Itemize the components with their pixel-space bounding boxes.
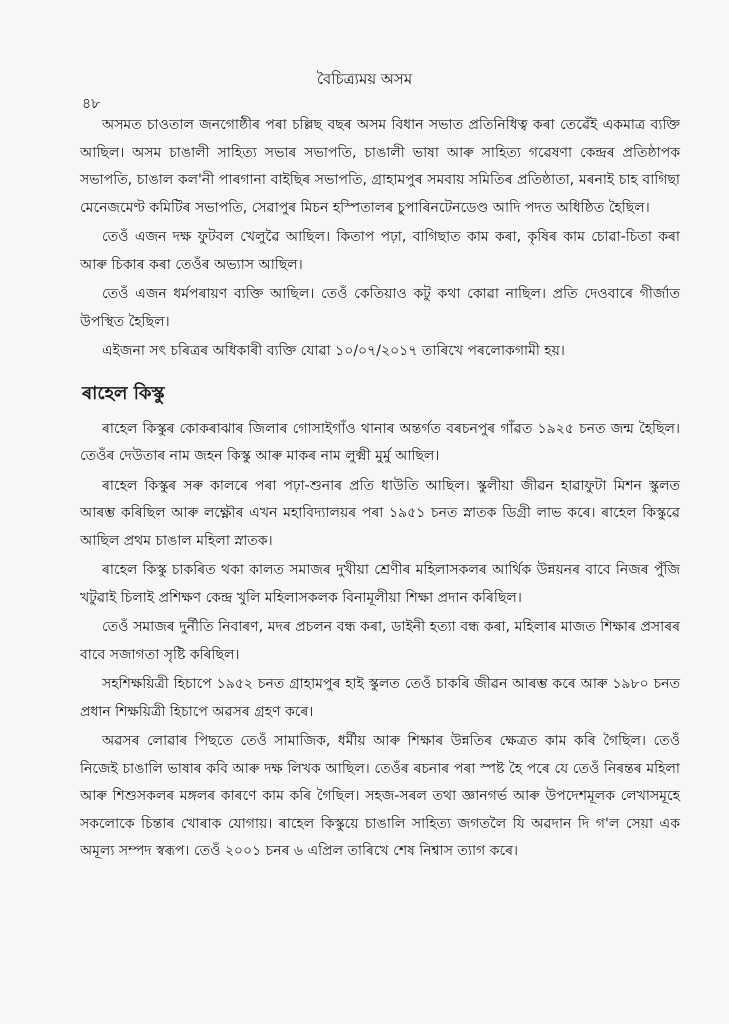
- paragraph: অসমত চাওতাল জনগোষ্ঠীৰ পৰা চল্লিছ বছৰ অসম বিধান সভাত প্ৰতিনিধিত্ব কৰা তেৱেঁই একমাত্ৰ ব্যক্তি আছিল। অসম চাঙালী সাহিত্য সভাৰ সভাপতি, চাঙালী ভাষা আৰু সাহিত্য গৱেষণা কেন্দ্ৰৰ প্ৰতিষ্ঠাপক সভাপতি, চাঙাল কল'নী পাৰগানা বাইছিৰ সভাপতি, গ্ৰাহামপুৰ সমবায় সমিতিৰ প্ৰতিষ্ঠাতা, মৰনাই চাহ বাগিছা মেনেজমেণ্ট কমিটিৰ সভাপতি, সেৱাপুৰ মিচন হস্পিতালৰ চুপাৰিনটেনডেণ্ড আদি পদত অধিষ্ঠিত হৈছিল।: [80, 117, 680, 216]
- paragraph: তেওঁ এজন দক্ষ ফুটবল খেলুৱৈ আছিল। কিতাপ পঢ়া, বাগিছাত কাম কৰা, কৃষিৰ কাম চোৱা-চিতা কৰা আৰু চিকাৰ কৰা তেওঁৰ অভ্যাস আছিল।: [80, 229, 680, 273]
- paragraph: তেওঁ সমাজৰ দুৰ্নীতি নিবাৰণ, মদৰ প্ৰচলন বন্ধ কৰা, ডাইনী হত্যা বন্ধ কৰা, মহিলাৰ মাজত শিক্ষাৰ প্ৰসাৰৰ বাবে সজাগতা সৃষ্টি কৰিছিল।: [80, 619, 680, 663]
- paragraph: তেওঁ এজন ধৰ্মপৰায়ণ ব্যক্তি আছিল। তেওঁ কেতিয়াও কটু কথা কোৱা নাছিল। প্ৰতি দেওবাৰে গীৰ্জাত উপস্থিত হৈছিল।: [80, 286, 680, 330]
- running-title: বৈচিত্ৰ্যময় অসম: [316, 70, 413, 88]
- paragraph: সহশিক্ষয়িত্ৰী হিচাপে ১৯৫২ চনত গ্ৰাহামপুৰ হাই স্কুলত তেওঁ চাকৰি জীৱন আৰম্ভ কৰে আৰু ১৯৮০ চনত প্ৰধান শিক্ষয়িত্ৰী হিচাপে অৱসৰ গ্ৰহণ কৰে।: [80, 676, 680, 720]
- section-heading: ৰাহেল কিস্কু: [82, 382, 165, 404]
- paragraph: এইজনা সৎ চৰিত্ৰৰ অধিকাৰী ব্যক্তি যোৱা ১০/০৭/২০১৭ তাৰিখে পৰলোকগামী হয়।: [102, 343, 565, 359]
- page-body: [80, 112, 680, 868]
- paragraph: ৰাহেল কিস্কুৰ কোকৰাঝাৰ জিলাৰ গোসাইগাঁও থানাৰ অন্তৰ্গত বৰচনপুৰ গাঁৱত ১৯২৫ চনত জন্ম হৈছিল। তেওঁৰ দেউতাৰ নাম জহন কিস্কু আৰু মাকৰ নাম লুক্মী মুৰ্মু আছিল।: [80, 420, 680, 464]
- paragraph: অৱসৰ লোৱাৰ পিছতে তেওঁ সামাজিক, ধৰ্মীয় আৰু শিক্ষাৰ উন্নতিৰ ক্ষেত্ৰত কাম কৰি গৈছিল। তেওঁ নিজেই চাঙালি ভাষাৰ কবি আৰু দক্ষ লিখক আছিল। তেওঁৰ ৰচনাৰ পৰা স্পষ্ট হৈ পৰে যে তেওঁ নিৰন্তৰ মহিলা আৰু শিশুসকলৰ মঙ্গলৰ কাৰণে কাম কৰি গৈছিল। সহজ-সৰল তথা জ্ঞানগৰ্ভ আৰু উপদেশমূলক লেখাসমূহে সকলোকে চিন্তাৰ খোৰাক যোগায়। ৰাহেল কিস্কুয়ে চাঙালি সাহিত্য জগতলৈ যি অৱদান দি গ'ল সেয়া এক অমূল্য সম্পদ স্বৰূপ। তেওঁ ২০০১ চনৰ ৬ এপ্ৰিল তাৰিখে শেষ নিশ্বাস ত্যাগ কৰে।: [80, 733, 680, 859]
- paragraph: ৰাহেল কিস্কুৰ সৰু কালৰে পৰা পঢ়া-শুনাৰ প্ৰতি ধাউতি আছিল। স্কুলীয়া জীৱন হাৱাফুটা মিশন স্কুলত আৰম্ভ কৰিছিল আৰু লক্ষ্ণৌৰ এখন মহাবিদ্যালয়ৰ পৰা ১৯৫১ চনত স্নাতক ডিগ্ৰী লাভ কৰে। ৰাহেল কিস্কুৱে আছিল প্ৰথম চাঙাল মহিলা স্নাতক।: [80, 477, 680, 549]
- paragraph: ৰাহেল কিস্কু চাকৰিত থকা কালত সমাজৰ দুখীয়া শ্ৰেণীৰ মহিলাসকলৰ আৰ্থিক উন্নয়নৰ বাবে নিজৰ পুঁজি খটুৱাই চিলাই প্ৰশিক্ষণ কেন্দ্ৰ খুলি মহিলাসকলক বিনামূলীয়া শিক্ষা প্ৰদান কৰিছিল।: [80, 562, 680, 606]
- page-number: ৪৮: [82, 96, 101, 112]
